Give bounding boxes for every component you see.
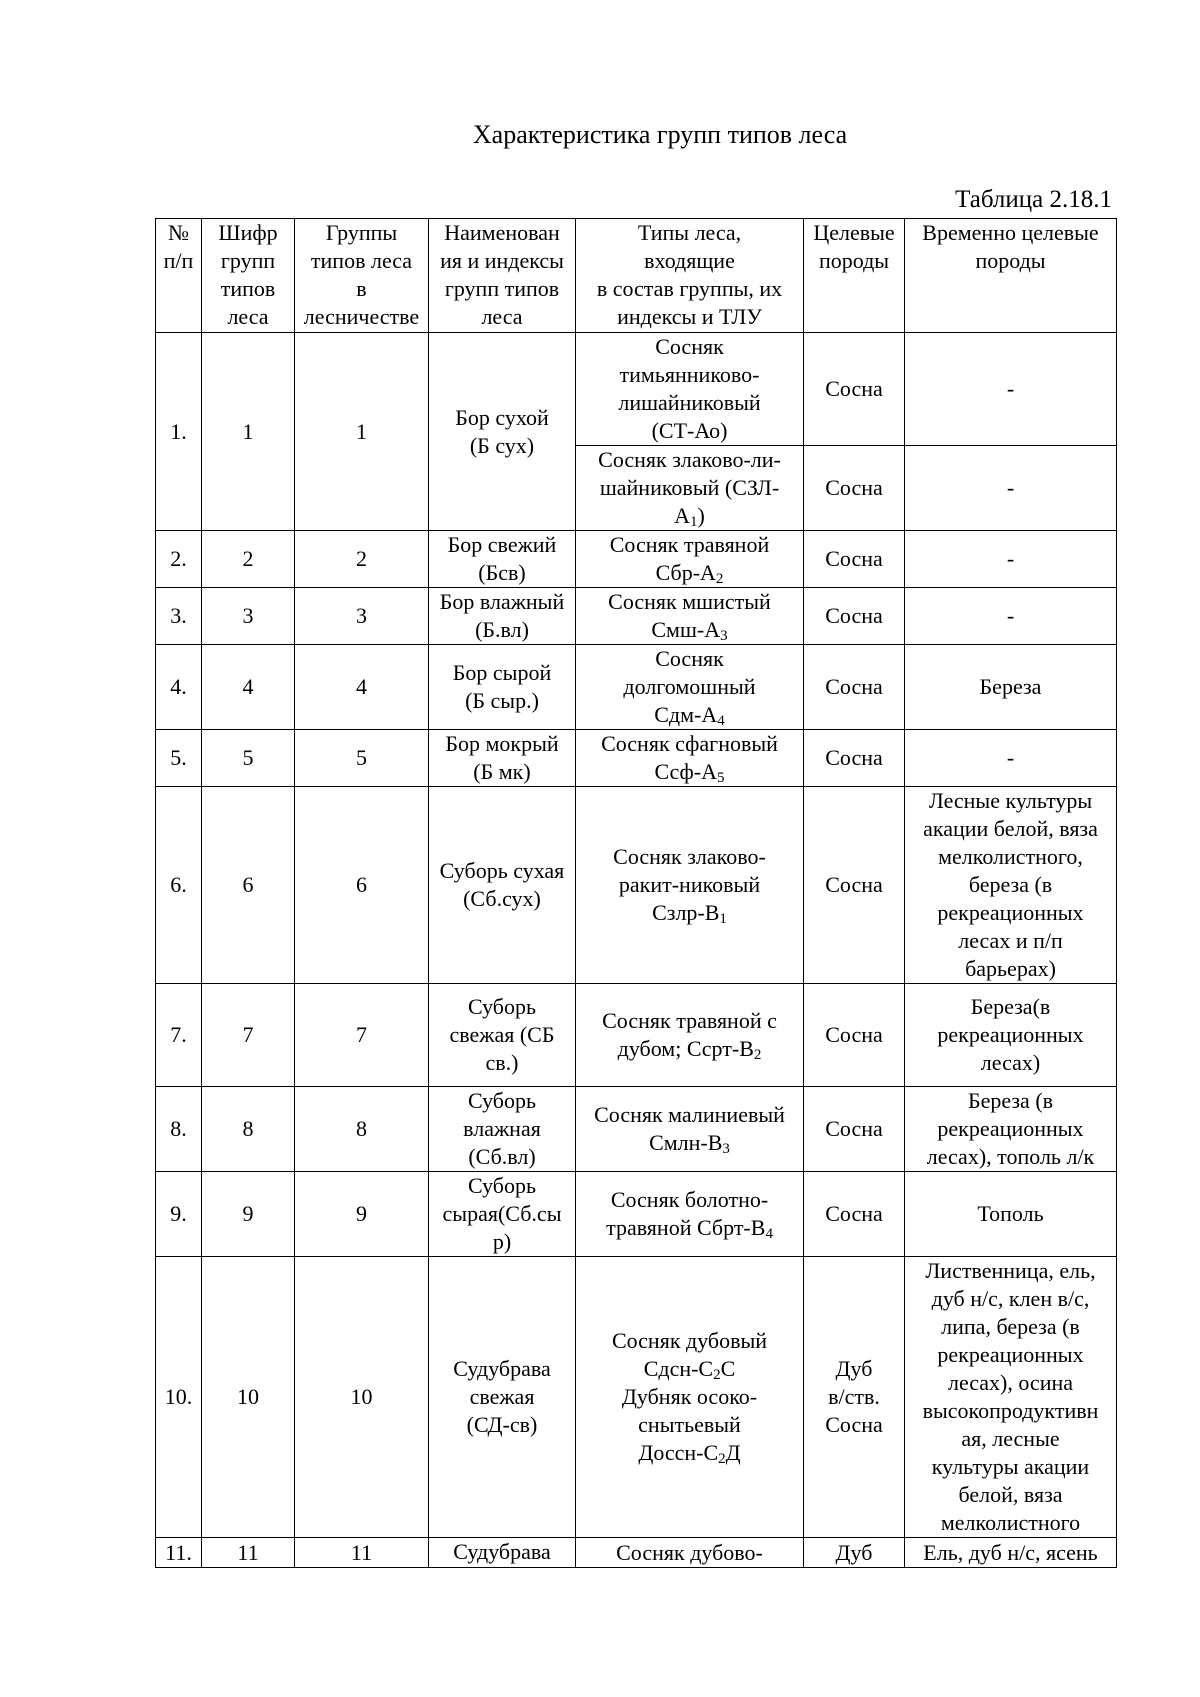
header-cell <box>576 219 804 333</box>
cell-line: Ссф-$А_5$ <box>654 759 725 786</box>
cell-line: типов <box>220 276 276 301</box>
group-in-forestry-cell <box>295 984 429 1087</box>
cell-line: в состав группы, их <box>596 276 783 301</box>
cell-line: Временно целевые <box>922 220 1099 245</box>
cell-line: Дуб <box>835 1356 873 1381</box>
cell-line: 10 <box>237 1384 259 1409</box>
cell-line: 10 <box>350 1384 373 1409</box>
cell-line: (СД-св) <box>466 1412 538 1437</box>
group-code-cell <box>202 1257 295 1538</box>
cell-line: (Сб.вл) <box>468 1144 536 1169</box>
cell-line: Сосняк малиниевый <box>594 1102 785 1127</box>
cell-line: 11 <box>350 1539 373 1565</box>
group-in-forestry-cell <box>295 588 429 645</box>
cell-line: (СТ-Ао) <box>651 418 728 443</box>
temporary-species-cell <box>905 1538 1117 1568</box>
cell-line: Сосна <box>825 674 883 699</box>
header-cell <box>295 219 429 333</box>
target-species-cell <box>804 730 905 787</box>
temporary-species-cell <box>905 984 1117 1087</box>
page-title: Характеристика групп типов леса <box>472 120 848 149</box>
target-species-cell <box>804 1257 905 1538</box>
cell-line: лишайниковый <box>618 390 761 415</box>
cell-line: Береза <box>979 674 1042 699</box>
cell-line: - <box>1006 546 1015 571</box>
cell-line: высокопродуктивн <box>922 1398 1099 1423</box>
cell-line: липа, береза (в <box>941 1314 1080 1339</box>
group-in-forestry-cell <box>295 333 429 531</box>
table-label: Таблица 2.18.1 <box>955 186 1112 213</box>
cell-line: 2 <box>356 546 367 571</box>
cell-line: 9. <box>170 1201 187 1226</box>
header-row <box>156 219 1117 333</box>
cell-line: свежая (СБ <box>449 1022 555 1047</box>
forest-types-cell <box>576 1538 804 1568</box>
cell-line: 6 <box>356 872 367 897</box>
cell-line: долгомошный <box>623 674 756 699</box>
temporary-species-cell <box>905 588 1117 645</box>
cell-line: Сосняк <box>655 334 724 359</box>
cell-line: 1 <box>242 418 254 444</box>
header-cell <box>905 219 1117 333</box>
temporary-species-cell <box>905 730 1117 787</box>
cell-line: лесах), тополь л/к <box>926 1144 1095 1169</box>
cell-line: Бор сырой <box>452 660 552 685</box>
cell-line: (Сб.сух) <box>463 886 541 911</box>
cell-line: Суборь <box>467 1088 537 1113</box>
cell-line: 6 <box>242 872 254 897</box>
cell-line: 7 <box>356 1022 367 1047</box>
table-row <box>156 333 1117 446</box>
cell-line: в <box>356 276 367 301</box>
header-cell <box>202 219 295 333</box>
row-number-cell <box>156 333 202 531</box>
group-code-cell <box>202 984 295 1087</box>
cell-line: Группы <box>325 220 398 245</box>
cell-line: групп <box>220 248 276 273</box>
cell-line: Сосна <box>825 1022 883 1047</box>
cell-line: Сосняк сфагновый <box>601 731 778 756</box>
cell-line: мелколистного, <box>938 844 1083 869</box>
group-in-forestry-cell <box>295 1172 429 1257</box>
group-name-cell <box>429 1538 576 1568</box>
cell-line: травяной Сбрт-$В_4$ <box>606 1215 773 1242</box>
table-row <box>156 1087 1117 1172</box>
cell-line: 11 <box>237 1539 259 1565</box>
group-name-cell <box>429 588 576 645</box>
cell-line: п/п <box>163 248 194 273</box>
group-name-cell <box>429 1257 576 1538</box>
cell-line: (Б.вл) <box>475 617 529 642</box>
group-code-cell <box>202 1087 295 1172</box>
cell-line: леса <box>481 304 523 329</box>
cell-line: культуры акации <box>931 1454 1090 1479</box>
cell-line: Сосна <box>825 603 883 628</box>
forest-types-cell <box>576 787 804 984</box>
cell-line: Бор свежий <box>447 532 557 557</box>
group-name-cell <box>429 1087 576 1172</box>
group-code-cell <box>202 1538 295 1568</box>
cell-line: Сосна <box>825 745 883 770</box>
cell-line: ия и индексы <box>440 248 564 273</box>
cell-line: - <box>1006 745 1015 770</box>
cell-line: Сосняк дубовый <box>611 1328 768 1353</box>
cell-line: 9 <box>242 1201 254 1226</box>
cell-line: 2 <box>242 546 254 571</box>
cell-line: Сосна <box>825 872 883 897</box>
forest-types-table <box>155 218 1117 1568</box>
cell-line: акации белой, вяза <box>923 816 1098 841</box>
forest-types-cell <box>576 645 804 730</box>
header-cell <box>156 219 202 333</box>
group-in-forestry-cell <box>295 531 429 588</box>
group-in-forestry-cell <box>295 787 429 984</box>
cell-line: Дуб <box>835 1539 873 1565</box>
temporary-species-cell <box>905 1087 1117 1172</box>
cell-line: р) <box>492 1229 512 1254</box>
cell-line: Сосна <box>825 376 883 401</box>
target-species-cell <box>804 1172 905 1257</box>
cell-line: Сосна <box>825 475 883 500</box>
cell-line: входящие <box>644 248 735 273</box>
cell-line: - <box>1006 376 1015 401</box>
cell-line: 11. <box>165 1539 192 1565</box>
cell-line: влажная <box>463 1116 541 1141</box>
group-name-cell <box>429 787 576 984</box>
cell-line: Сосна <box>825 546 883 571</box>
cell-line: 3 <box>356 603 367 628</box>
row-number-cell <box>156 588 202 645</box>
cell-line: Сосна <box>825 1412 883 1437</box>
row-number-cell <box>156 645 202 730</box>
cell-line: Сосняк <box>655 646 724 671</box>
cell-line: Доссн-$С_2Д$ <box>638 1440 741 1467</box>
cell-line: Сдсн-$С_2С$ <box>643 1356 736 1383</box>
forest-types-cell <box>576 1172 804 1257</box>
cell-line: Сосняк травяной с <box>602 1008 777 1033</box>
cell-line: Сосна <box>825 1116 883 1141</box>
temporary-species-cell <box>905 1172 1117 1257</box>
cell-line: типов леса <box>310 248 413 273</box>
group-name-cell <box>429 1172 576 1257</box>
cell-line: Сбр-$А_2$ <box>655 560 724 587</box>
cell-line: лесах) <box>980 1050 1041 1075</box>
cell-line: 4. <box>170 674 187 699</box>
cell-line: Сосняк мшистый <box>608 589 771 614</box>
target-species-cell <box>804 645 905 730</box>
cell-line: Лесные культуры <box>928 788 1093 813</box>
cell-line: Сзлр-$В_1$ <box>652 900 727 927</box>
cell-line: 4 <box>242 674 254 699</box>
cell-line: - <box>1006 475 1015 500</box>
cell-line: в/ств. <box>828 1384 880 1409</box>
table-row <box>156 1172 1117 1257</box>
cell-line: 10. <box>164 1384 193 1409</box>
cell-line: Тополь <box>977 1201 1044 1226</box>
group-code-cell <box>202 645 295 730</box>
row-number-cell <box>156 1172 202 1257</box>
forest-types-cell <box>576 1087 804 1172</box>
cell-line: ая, лесные <box>961 1426 1060 1451</box>
cell-line: (Б мк) <box>473 759 531 784</box>
target-species-cell <box>804 333 905 446</box>
group-code-cell <box>202 588 295 645</box>
table-row <box>156 984 1117 1087</box>
cell-line: лесах), осина <box>947 1370 1074 1395</box>
target-species-cell <box>804 1538 905 1568</box>
cell-line: 3 <box>242 603 254 628</box>
cell-line: 5. <box>170 745 187 770</box>
cell-line: Сосна <box>825 1201 883 1226</box>
table-row <box>156 787 1117 984</box>
group-code-cell <box>202 531 295 588</box>
temporary-species-cell <box>905 333 1117 446</box>
row-number-cell <box>156 787 202 984</box>
forest-types-cell <box>576 1257 804 1538</box>
row-number-cell <box>156 1257 202 1538</box>
cell-line: Суборь <box>467 994 537 1019</box>
group-code-cell <box>202 730 295 787</box>
cell-line: 8 <box>356 1116 367 1141</box>
target-species-cell <box>804 787 905 984</box>
target-species-cell <box>804 446 905 531</box>
cell-line: Типы леса, <box>637 220 742 245</box>
cell-line: Сосняк травяной <box>609 532 770 557</box>
table-row <box>156 730 1117 787</box>
cell-line: Целевые <box>813 220 895 245</box>
table-row <box>156 1538 1117 1568</box>
cell-line: дуб н/с, клен в/с, <box>931 1286 1090 1311</box>
cell-line: Шифр <box>218 220 278 245</box>
cell-line: береза (в <box>968 872 1053 897</box>
cell-line: групп типов <box>444 276 560 301</box>
forest-types-cell <box>576 730 804 787</box>
group-in-forestry-cell <box>295 1257 429 1538</box>
cell-line: $A_1$) <box>674 503 705 530</box>
row-number-cell <box>156 730 202 787</box>
cell-line: лесах и п/п <box>958 928 1063 953</box>
row-number-cell <box>156 1087 202 1172</box>
group-name-cell <box>429 730 576 787</box>
table-body <box>156 219 1117 1568</box>
cell-line: 5 <box>356 745 367 770</box>
cell-line: Лиственница, ель, <box>925 1258 1096 1283</box>
target-species-cell <box>804 588 905 645</box>
row-number-cell <box>156 984 202 1087</box>
forest-types-cell <box>576 984 804 1087</box>
cell-line: (Бсв) <box>478 560 526 585</box>
cell-line: Дубняк осоко- <box>621 1384 758 1409</box>
group-name-cell <box>429 333 576 531</box>
forest-types-cell <box>576 531 804 588</box>
cell-line: Смш-$А_3$ <box>651 617 728 644</box>
cell-line: Судубрава <box>453 1356 551 1381</box>
cell-line: сырая(Сб.сы <box>442 1201 562 1226</box>
cell-line: леса <box>227 304 269 329</box>
group-name-cell <box>429 531 576 588</box>
forest-types-cell <box>576 446 804 531</box>
group-name-cell <box>429 645 576 730</box>
forest-types-cell <box>576 333 804 446</box>
temporary-species-cell <box>905 531 1117 588</box>
cell-line: Сосняк злаково- <box>613 844 766 869</box>
group-in-forestry-cell <box>295 1087 429 1172</box>
cell-line: рекреационных <box>937 1022 1084 1047</box>
temporary-species-cell <box>905 787 1117 984</box>
cell-line: 7. <box>170 1022 187 1047</box>
cell-line: ракит-никовый <box>618 872 761 897</box>
cell-line: Смлн-$В_3$ <box>649 1130 730 1157</box>
cell-line: мелколистного <box>940 1510 1081 1535</box>
cell-line: 7 <box>242 1022 254 1047</box>
cell-line: 3. <box>170 603 187 628</box>
cell-line: Ель, дуб н/с, ясень <box>923 1539 1098 1565</box>
group-in-forestry-cell <box>295 730 429 787</box>
cell-line: лесничестве <box>303 304 420 329</box>
cell-line: 1. <box>170 418 187 444</box>
target-species-cell <box>804 984 905 1087</box>
cell-line: (Б сыр.) <box>465 688 539 713</box>
table-row <box>156 1257 1117 1538</box>
cell-line: индексы и ТЛУ <box>617 304 762 329</box>
cell-line: свежая <box>469 1384 535 1409</box>
group-in-forestry-cell <box>295 1538 429 1568</box>
cell-line: барьерах) <box>965 956 1056 981</box>
cell-line: Бор влажный <box>439 589 565 614</box>
cell-line: Береза (в <box>967 1088 1054 1113</box>
cell-line: Суборь сухая <box>439 858 565 883</box>
target-species-cell <box>804 1087 905 1172</box>
cell-line: 5 <box>242 745 254 770</box>
cell-line: снытьевый <box>638 1412 741 1437</box>
cell-line: рекреационных <box>937 1116 1084 1141</box>
cell-line: Бор сухой <box>455 404 549 430</box>
group-code-cell <box>202 333 295 531</box>
cell-line: 1 <box>356 418 367 444</box>
cell-line: св.) <box>485 1050 519 1075</box>
group-name-cell <box>429 984 576 1087</box>
cell-line: тимьянниково- <box>619 362 760 387</box>
cell-line: Сдм-$А_4$ <box>654 702 725 729</box>
cell-line: Наименован <box>444 220 560 245</box>
temporary-species-cell <box>905 1257 1117 1538</box>
cell-line: Бор мокрый <box>445 731 559 756</box>
cell-line: породы <box>975 248 1046 273</box>
table-row <box>156 645 1117 730</box>
cell-line: белой, вяза <box>958 1482 1063 1507</box>
cell-line: 4 <box>356 674 367 699</box>
cell-line: Суборь <box>467 1173 537 1198</box>
cell-line: 6. <box>170 872 187 897</box>
temporary-species-cell <box>905 446 1117 531</box>
table-row <box>156 531 1117 588</box>
cell-line: (Б сух) <box>469 432 535 458</box>
group-code-cell <box>202 787 295 984</box>
cell-line: рекреационных <box>937 900 1084 925</box>
header-cell <box>804 219 905 333</box>
cell-line: породы <box>818 248 890 273</box>
cell-line: 8. <box>170 1116 187 1141</box>
table-row <box>156 588 1117 645</box>
group-code-cell <box>202 1172 295 1257</box>
cell-line: рекреационных <box>937 1342 1084 1367</box>
temporary-species-cell <box>905 645 1117 730</box>
cell-line: Сосняк дубово- <box>616 1539 763 1565</box>
cell-line: дубом; Ссрт-$В_2$ <box>617 1036 762 1063</box>
cell-line: № <box>168 220 189 245</box>
cell-line: Сосняк злаково-ли- <box>598 447 781 472</box>
row-number-cell <box>156 1538 202 1568</box>
cell-line: Сосняк болотно- <box>610 1187 769 1212</box>
cell-line: 9 <box>356 1201 367 1226</box>
cell-line: - <box>1006 603 1015 628</box>
cell-line: 2. <box>170 546 187 571</box>
target-species-cell <box>804 531 905 588</box>
cell-line: 8 <box>242 1116 254 1141</box>
cell-line: Судубрава <box>453 1539 551 1564</box>
cell-line: шайниковый (СЗЛ- <box>599 475 780 500</box>
header-cell <box>429 219 576 333</box>
forest-types-cell <box>576 588 804 645</box>
row-number-cell <box>156 531 202 588</box>
group-in-forestry-cell <box>295 645 429 730</box>
cell-line: Береза(в <box>970 994 1051 1019</box>
